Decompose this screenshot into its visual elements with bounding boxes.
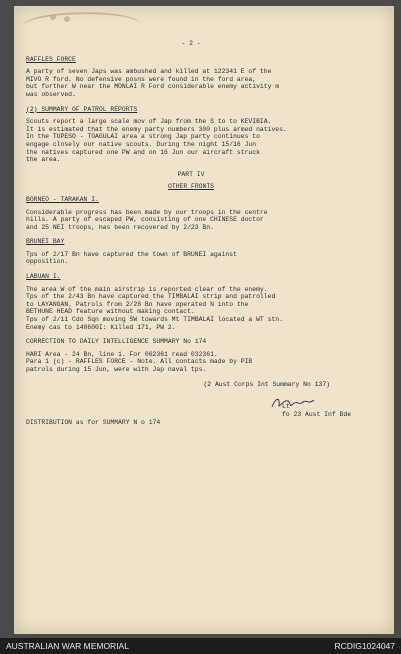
heading-raffles-force: RAFFLES FORCE <box>26 55 76 63</box>
para-correction: HARI Area - 24 Bn, line 1. For 062361 read 032361. Para 1 (c) - RAFFLES FORCE - Note. All contacts made by PIB patrols during 15 Jun, were with Jap naval tps. <box>26 350 253 373</box>
para-brunei: Tps of 2/17 Bn have captured the town of BRUNEI against opposition. <box>26 250 237 266</box>
para-raffles-force: A party of seven Japs was ambushed and killed at 122341 E of the MIVO R ford. No defensive posns were found in the ford area, but further W near the MONLAI R Ford considerable enemy activity m was observed. <box>26 68 280 98</box>
source-note: (2 Aust Corps Int Summary No 137) <box>203 380 330 388</box>
heading-labuan: LABUAN I. <box>26 273 61 281</box>
footer-institution: AUSTRALIAN WAR MEMORIAL <box>6 641 129 651</box>
para-labuan: The area W of the main airstrip is reported clear of the enemy. Tps of the 2/43 Bn have captured the TIMBALAI strip and patrolled to LAYANGAN. Patrols from 2/28 Bn have operated N into the BETHUNE HEAD feature without making contact. Tps of 2/11 Cdo Sqn moving SW towards Mt TIMBALAI located a WT stn. Enemy cas to 140600I: Killed 171, PW 2. <box>26 285 283 331</box>
paper-stain <box>21 9 142 43</box>
part-iv-heading: PART IV <box>177 170 205 178</box>
document-text <box>26 40 356 429</box>
heading-patrol-reports: (2) SUMMARY OF PATROL REPORTS <box>26 105 138 113</box>
heading-correction: CORRECTION TO DAILY INTELLIGENCE SUMMARY No 174 <box>26 338 207 346</box>
signature-unit: Lt fo 23 Aust Inf Bde <box>282 403 352 418</box>
para-patrol-reports: Scouts report a large scale mov of Jap from the S to to KEVIBIA. It is estimated that the enemy party numbers 300 plus armed natives. In the TUPESO - TOAGULAI area a strong Jap party continues to engage closely our native scouts. During the night 15/16 Jun the natives captured one PW and on 16 Jun our aircraft struck the area. <box>26 118 287 164</box>
distribution-line: DISTRIBUTION as for SUMMARY N o 174 <box>26 419 161 427</box>
footer-record-id: RCDIG1024047 <box>334 641 395 651</box>
other-fronts-heading: OTHER FRONTS <box>167 183 215 191</box>
heading-brunei: BRUNEI BAY <box>26 238 65 246</box>
para-borneo: Considerable progress has been made by our troops in the centre hills. A party of escaped PW, consisting of one CHINESE doctor and 25 NEI troops, has been recovered by 2/23 Bn. <box>26 208 268 231</box>
signature-block <box>26 395 356 419</box>
archive-footer <box>0 638 401 654</box>
page-number: - 2 - <box>181 40 201 47</box>
heading-borneo: BORNEO - TARAKAN I. <box>26 195 99 203</box>
